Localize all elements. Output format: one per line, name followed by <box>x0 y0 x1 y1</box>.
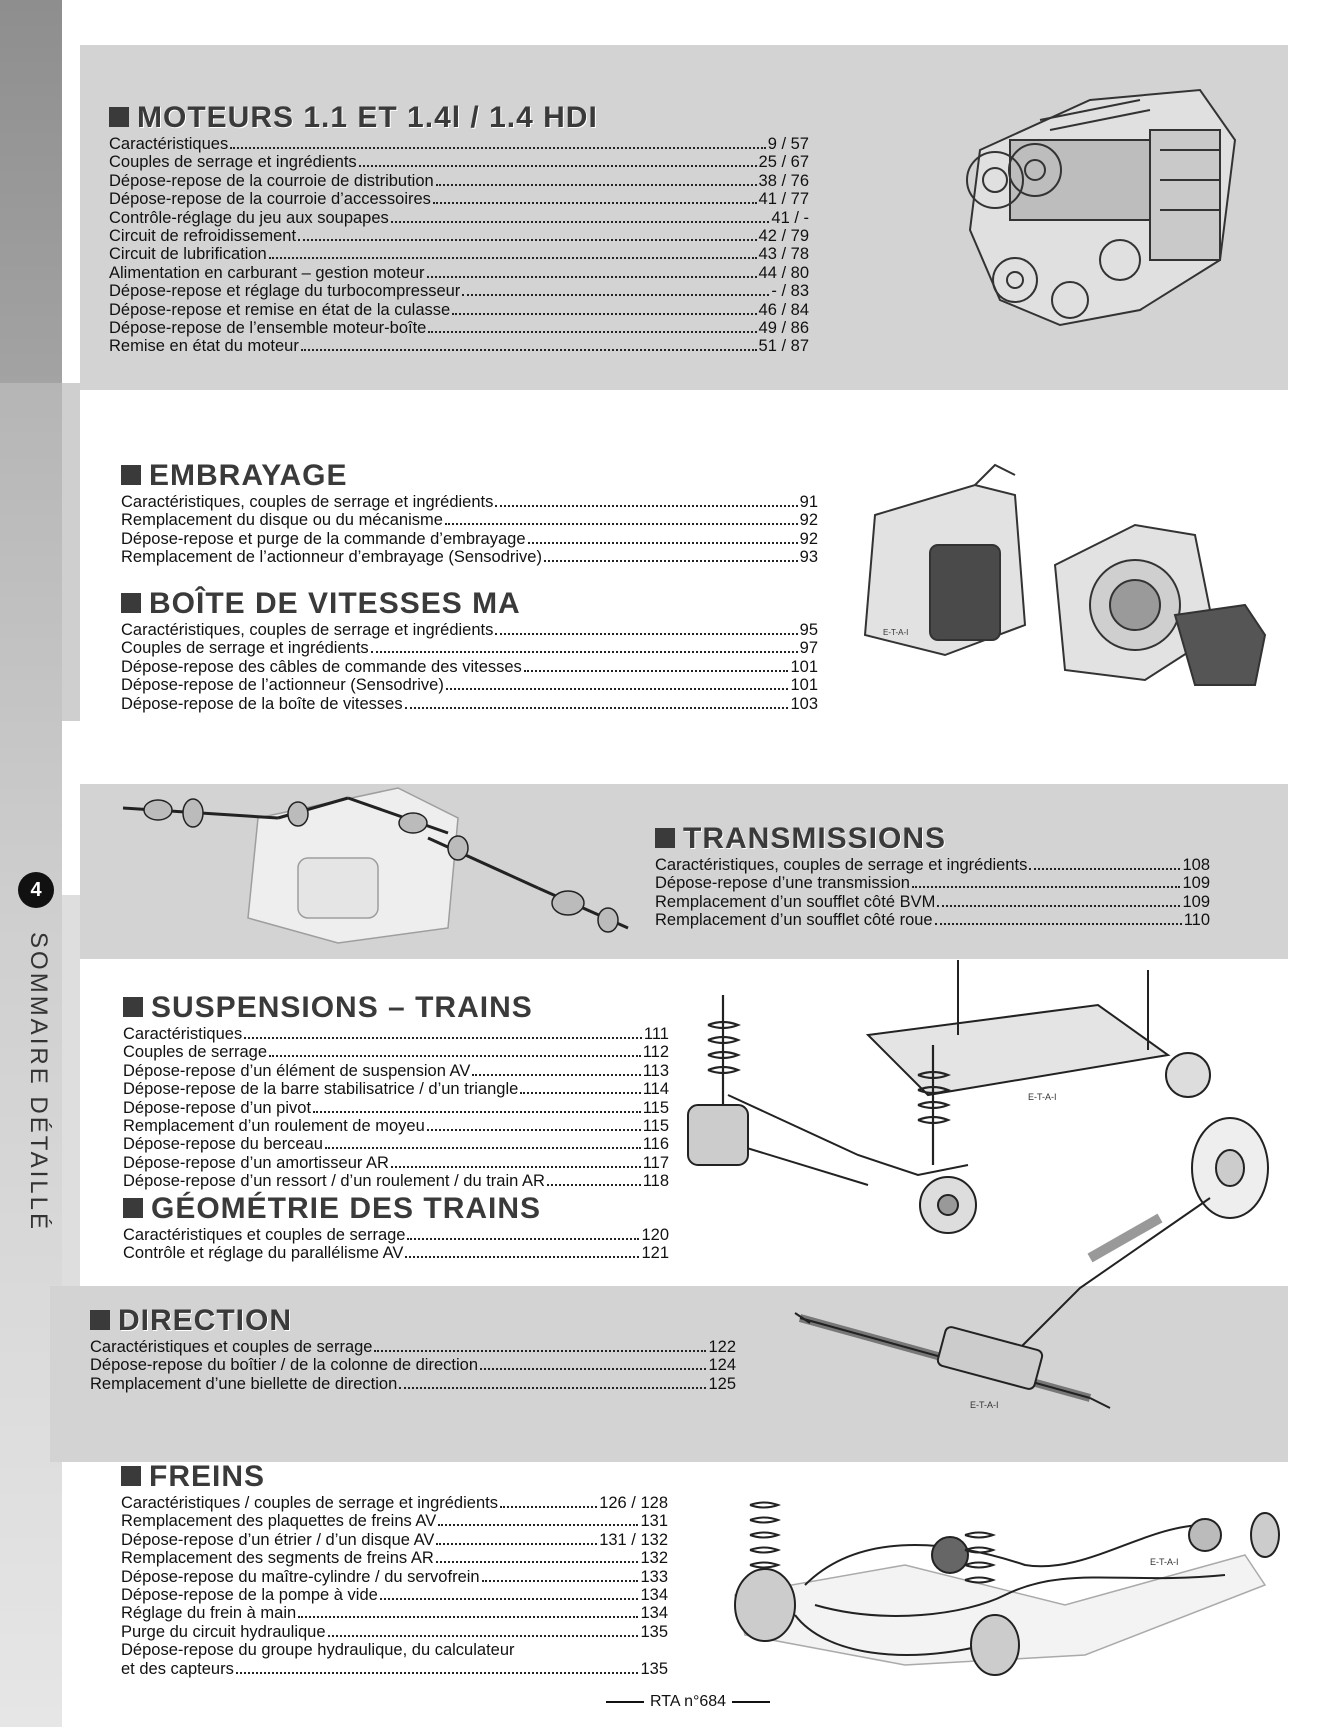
toc-entry-page: 92 <box>799 511 818 530</box>
etai-mark: E-T-A-I <box>970 1400 999 1410</box>
etai-mark: E-T-A-I <box>1028 1092 1057 1102</box>
toc-entry-label: et des capteurs <box>121 1659 234 1678</box>
toc-entry[interactable] <box>123 1025 669 1043</box>
section-title-freins: FREINS <box>121 1462 668 1492</box>
footer-label: RTA n°684 <box>650 1693 727 1710</box>
toc-entry[interactable] <box>121 621 818 639</box>
toc-entry-label: Dépose-repose et remise en état de la culasse <box>109 300 451 319</box>
toc-entry-label: Caractéristiques, couples de serrage et ingrédients <box>655 856 1028 874</box>
toc-entry-label: Caractéristiques et couples de serrage <box>123 1226 406 1244</box>
brakes-illustration <box>705 1465 1285 1685</box>
toc-entry[interactable] <box>123 1172 669 1190</box>
toc-entry-label: Caractéristiques <box>109 135 229 153</box>
toc-entry-label: Dépose-repose d’une transmission <box>655 874 910 893</box>
toc-entry-page: 101 <box>790 657 818 676</box>
dot-leader <box>428 331 756 333</box>
dot-leader <box>937 905 1180 907</box>
toc-entry-label: Dépose-repose du boîtier / de la colonne de direction <box>90 1356 478 1375</box>
dot-leader <box>359 165 757 167</box>
dot-leader <box>520 1092 640 1094</box>
toc-entry-label: Remplacement des plaquettes de freins AV <box>121 1512 437 1531</box>
section-embrayage <box>121 461 818 567</box>
toc-entry-page: 121 <box>641 1244 669 1263</box>
toc-entry[interactable] <box>109 190 809 208</box>
toc-entry-label: Caractéristiques, couples de serrage et ingrédients <box>121 621 494 639</box>
toc-entry[interactable] <box>655 874 1210 892</box>
toc-list <box>121 621 818 713</box>
toc-entry-page: 46 / 84 <box>758 300 809 319</box>
footer <box>600 1693 760 1711</box>
toc-entry[interactable] <box>655 856 1210 874</box>
toc-entry-page: 109 <box>1182 892 1210 911</box>
toc-list <box>123 1226 669 1263</box>
dot-leader <box>436 1561 639 1563</box>
square-bullet-icon <box>121 1466 141 1486</box>
toc-entry[interactable] <box>90 1356 736 1374</box>
dot-leader <box>935 923 1182 925</box>
toc-entry-label: Réglage du frein à main <box>121 1604 297 1623</box>
toc-entry[interactable] <box>121 1641 668 1659</box>
square-bullet-icon <box>90 1310 110 1330</box>
toc-list <box>121 493 818 567</box>
toc-entry-page: 93 <box>799 548 818 567</box>
toc-entry-page: 134 <box>640 1604 668 1623</box>
toc-entry-page: 115 <box>642 1098 669 1117</box>
section-geometrie <box>123 1194 669 1263</box>
toc-entry[interactable] <box>121 1604 668 1622</box>
toc-list <box>121 1494 668 1678</box>
toc-entry[interactable] <box>109 282 809 300</box>
toc-entry-label: Couples de serrage et ingrédients <box>121 639 369 658</box>
toc-entry-page: 108 <box>1182 856 1210 874</box>
toc-entry-label: Dépose-repose et réglage du turbocompresseur <box>109 282 461 301</box>
dot-leader <box>391 1166 641 1168</box>
toc-entry-label: Dépose-repose et purge de la commande d’embrayage <box>121 529 526 548</box>
toc-entry-page: 41 / - <box>771 208 809 227</box>
toc-entry-label: Circuit de lubrification <box>109 245 267 264</box>
toc-entry[interactable] <box>121 511 818 529</box>
toc-entry-page: 25 / 67 <box>758 153 809 172</box>
steering-illustration <box>790 1108 1270 1418</box>
section-title-embrayage: EMBRAYAGE <box>121 461 818 491</box>
toc-entry-label: Purge du circuit hydraulique <box>121 1622 326 1641</box>
toc-entry-label: Caractéristiques <box>123 1025 243 1043</box>
toc-entry-label: Dépose-repose de la boîte de vitesses <box>121 694 403 713</box>
toc-entry-label: Dépose-repose du berceau <box>123 1135 323 1154</box>
toc-entry-label: Dépose-repose du groupe hydraulique, du calculateur <box>121 1641 515 1660</box>
dot-leader <box>328 1635 639 1637</box>
toc-entry-page: 109 <box>1182 874 1210 893</box>
toc-entry[interactable] <box>123 1154 669 1172</box>
vertical-section-title: SOMMAIRE DÉTAILLÉ <box>25 932 52 1232</box>
toc-entry-label: Remplacement de l’actionneur d’embrayage (Sensodrive) <box>121 548 542 567</box>
toc-entry[interactable] <box>655 911 1210 929</box>
toc-entry-label: Remplacement des segments de freins AR <box>121 1549 434 1568</box>
toc-entry-page: 38 / 76 <box>758 171 809 190</box>
dot-leader <box>495 505 797 507</box>
toc-entry-page: 115 <box>642 1117 669 1136</box>
dot-leader <box>524 670 789 672</box>
toc-entry-page: 51 / 87 <box>758 337 809 356</box>
square-bullet-icon <box>123 997 143 1017</box>
toc-entry-label: Couples de serrage et ingrédients <box>109 153 357 172</box>
toc-entry[interactable] <box>121 1586 668 1604</box>
dot-leader <box>436 1543 597 1545</box>
toc-entry-label: Contrôle-réglage du jeu aux soupapes <box>109 208 389 227</box>
etai-mark: E-T-A-I <box>883 628 909 637</box>
toc-entry-page: 92 <box>799 529 818 548</box>
dot-leader <box>325 1147 641 1149</box>
toc-entry-label: Dépose-repose de la pompe à vide <box>121 1586 378 1605</box>
left-margin-band-dark <box>0 0 62 383</box>
toc-entry-page: 91 <box>799 493 818 511</box>
dot-leader <box>298 239 756 241</box>
toc-entry[interactable] <box>655 893 1210 911</box>
section-title-boite: BOÎTE DE VITESSES MA <box>121 589 818 619</box>
toc-entry[interactable] <box>109 319 809 337</box>
toc-entry-label: Caractéristiques, couples de serrage et ingrédients <box>121 493 494 511</box>
toc-entry-page: 125 <box>708 1374 736 1393</box>
toc-entry[interactable] <box>121 1660 668 1678</box>
section-title-moteurs: MOTEURS 1.1 ET 1.4l / 1.4 HDI <box>109 103 809 133</box>
toc-entry-label: Caractéristiques / couples de serrage et ingrédients <box>121 1494 498 1512</box>
square-bullet-icon <box>121 593 141 613</box>
toc-entry-label: Remplacement d’une biellette de direction <box>90 1374 398 1393</box>
dot-leader <box>236 1672 639 1674</box>
toc-entry-label: Dépose-repose d’un pivot <box>123 1098 312 1117</box>
toc-entry[interactable] <box>109 172 809 190</box>
toc-entry[interactable] <box>121 1494 668 1512</box>
toc-entry-label: Remise en état du moteur <box>109 337 299 356</box>
dot-leader <box>433 202 757 204</box>
toc-entry-label: Dépose-repose du maître-cylindre / du servofrein <box>121 1567 480 1586</box>
dot-leader <box>405 1256 639 1258</box>
toc-entry[interactable] <box>121 530 818 548</box>
toc-entry[interactable] <box>109 245 809 263</box>
dot-leader <box>438 1524 638 1526</box>
toc-entry-page: 120 <box>641 1226 669 1244</box>
dot-leader <box>269 1055 641 1057</box>
toc-entry-label: Circuit de refroidissement <box>109 227 297 246</box>
dot-leader <box>472 1074 640 1076</box>
square-bullet-icon <box>121 465 141 485</box>
toc-entry-page: 133 <box>640 1567 668 1586</box>
toc-entry-page: 41 / 77 <box>758 190 809 209</box>
toc-entry-page: 135 <box>640 1659 668 1678</box>
toc-list <box>123 1025 669 1191</box>
toc-entry-label: Caractéristiques et couples de serrage <box>90 1338 373 1356</box>
dot-leader <box>544 560 798 562</box>
toc-entry[interactable] <box>121 1623 668 1641</box>
toc-entry-label: Dépose-repose d’un ressort / d’un roulement / du train AR <box>123 1172 545 1191</box>
dot-leader <box>462 294 769 296</box>
toc-entry-label: Couples de serrage <box>123 1043 268 1062</box>
toc-entry-page: 112 <box>642 1043 669 1062</box>
toc-entry-page: 111 <box>643 1025 669 1043</box>
dot-leader <box>374 1350 706 1352</box>
toc-entry-page: 132 <box>640 1549 668 1568</box>
toc-entry-page: 118 <box>642 1172 669 1191</box>
toc-entry-page: 113 <box>642 1061 669 1080</box>
toc-entry-page: 122 <box>708 1338 736 1356</box>
toc-entry[interactable] <box>123 1080 669 1098</box>
section-title-transmissions: TRANSMISSIONS <box>655 824 1210 854</box>
engine-illustration <box>940 60 1250 370</box>
dot-leader <box>371 651 798 653</box>
toc-entry[interactable] <box>121 639 818 657</box>
section-freins <box>121 1462 668 1678</box>
dot-leader <box>445 523 798 525</box>
toc-entry-page: 126 / 128 <box>599 1494 668 1512</box>
dot-leader <box>912 886 1181 888</box>
toc-entry-label: Remplacement du disque ou du mécanisme <box>121 511 443 530</box>
toc-entry[interactable] <box>121 1512 668 1530</box>
section-direction <box>90 1306 736 1393</box>
toc-entry[interactable] <box>121 1549 668 1567</box>
toc-entry-page: 134 <box>640 1586 668 1605</box>
driveshaft-illustration <box>118 778 638 948</box>
dot-leader <box>436 184 757 186</box>
toc-entry-page: 131 <box>640 1512 668 1531</box>
dot-leader <box>301 349 757 351</box>
toc-entry-page: 97 <box>799 639 818 658</box>
dot-leader <box>298 1616 638 1618</box>
toc-list <box>655 856 1210 930</box>
toc-entry[interactable] <box>121 548 818 566</box>
toc-entry[interactable] <box>123 1226 669 1244</box>
toc-entry-label: Contrôle et réglage du parallélisme AV <box>123 1244 404 1263</box>
toc-entry-page: 131 / 132 <box>599 1530 668 1549</box>
dot-leader <box>1029 868 1180 870</box>
dot-leader <box>482 1580 639 1582</box>
toc-entry-label: Dépose-repose des câbles de commande des vitesses <box>121 657 522 676</box>
toc-entry-page: 43 / 78 <box>758 245 809 264</box>
dot-leader <box>446 688 789 690</box>
toc-entry-page: 116 <box>642 1135 669 1154</box>
dot-leader <box>269 257 757 259</box>
toc-entry-page: 114 <box>642 1080 669 1099</box>
footer-rule-right <box>732 1701 770 1703</box>
toc-entry-page: 103 <box>790 694 818 713</box>
toc-entry-label: Dépose-repose de la courroie de distribution <box>109 171 434 190</box>
dot-leader <box>399 1387 706 1389</box>
dot-leader <box>313 1111 641 1113</box>
section-moteurs <box>109 103 809 356</box>
toc-entry[interactable] <box>121 658 818 676</box>
toc-entry-page: 44 / 80 <box>758 263 809 282</box>
dot-leader <box>427 1129 641 1131</box>
toc-entry[interactable] <box>121 1568 668 1586</box>
dot-leader <box>405 707 789 709</box>
section-title-suspensions: SUSPENSIONS – TRAINS <box>123 993 669 1023</box>
toc-entry-page: 9 / 57 <box>767 135 809 153</box>
section-title-direction: DIRECTION <box>90 1306 736 1336</box>
square-bullet-icon <box>123 1198 143 1218</box>
gearbox-illustration <box>855 455 1285 695</box>
dot-leader <box>480 1368 706 1370</box>
toc-entry[interactable] <box>123 1043 669 1061</box>
toc-entry-page: 101 <box>790 676 818 695</box>
toc-entry[interactable] <box>123 1117 669 1135</box>
toc-entry[interactable] <box>109 227 809 245</box>
toc-entry[interactable] <box>109 209 809 227</box>
toc-entry[interactable] <box>121 695 818 713</box>
toc-list <box>109 135 809 356</box>
dot-leader <box>244 1037 642 1039</box>
toc-entry[interactable] <box>121 493 818 511</box>
dot-leader <box>380 1598 639 1600</box>
toc-entry-label: Dépose-repose de l’actionneur (Sensodrive) <box>121 676 444 695</box>
toc-entry-label: Remplacement d’un soufflet côté BVM <box>655 892 936 911</box>
toc-entry-label: Dépose-repose de la courroie d’accessoires <box>109 190 431 209</box>
toc-entry-page: 135 <box>640 1622 668 1641</box>
dot-leader <box>407 1238 639 1240</box>
toc-entry[interactable] <box>123 1135 669 1153</box>
toc-entry-page: 117 <box>642 1153 669 1172</box>
toc-entry-label: Alimentation en carburant – gestion moteur <box>109 263 425 282</box>
toc-entry[interactable] <box>109 135 809 153</box>
dot-leader <box>547 1184 641 1186</box>
toc-entry-page: 42 / 79 <box>758 227 809 246</box>
toc-entry-label: Dépose-repose d’un amortisseur AR <box>123 1153 389 1172</box>
toc-entry[interactable] <box>109 264 809 282</box>
footer-rule-left <box>606 1701 644 1703</box>
section-title-geometrie: GÉOMÉTRIE DES TRAINS <box>123 1194 669 1224</box>
section-boite <box>121 589 818 713</box>
toc-entry-page: 110 <box>1183 911 1210 930</box>
toc-entry-page: 49 / 86 <box>758 319 809 338</box>
section-transmissions <box>655 824 1210 930</box>
dot-leader <box>452 313 756 315</box>
toc-entry[interactable] <box>90 1338 736 1356</box>
dot-leader <box>391 221 770 223</box>
page-number-badge: 4 <box>18 872 54 908</box>
dot-leader <box>500 1506 597 1508</box>
toc-entry[interactable] <box>121 676 818 694</box>
toc-entry[interactable] <box>123 1099 669 1117</box>
toc-entry-label: Dépose-repose de l’ensemble moteur-boîte <box>109 319 427 338</box>
dot-leader <box>427 276 757 278</box>
toc-entry[interactable] <box>109 153 809 171</box>
toc-entry[interactable] <box>123 1062 669 1080</box>
toc-entry[interactable] <box>90 1375 736 1393</box>
square-bullet-icon <box>655 828 675 848</box>
toc-entry-label: Dépose-repose de la barre stabilisatrice / d’un triangle <box>123 1080 519 1099</box>
toc-entry[interactable] <box>123 1244 669 1262</box>
toc-entry-page: - / 83 <box>771 282 809 301</box>
toc-entry-label: Remplacement d’un soufflet côté roue <box>655 911 933 930</box>
etai-mark: E-T-A-I <box>1150 1557 1179 1567</box>
dot-leader <box>230 147 765 149</box>
left-margin-step <box>62 383 80 721</box>
toc-entry-page: 124 <box>708 1356 736 1375</box>
toc-entry-label: Dépose-repose d’un étrier / d’un disque AV <box>121 1530 435 1549</box>
toc-entry[interactable] <box>121 1531 668 1549</box>
section-suspensions <box>123 993 669 1191</box>
toc-list <box>90 1338 736 1393</box>
square-bullet-icon <box>109 107 129 127</box>
toc-entry-page: 95 <box>799 621 818 639</box>
dot-leader <box>495 633 797 635</box>
toc-entry-label: Dépose-repose d’un élément de suspension AV <box>123 1061 471 1080</box>
toc-entry-label: Remplacement d’un roulement de moyeu <box>123 1117 425 1136</box>
toc-entry[interactable] <box>109 337 809 355</box>
toc-entry[interactable] <box>109 301 809 319</box>
dot-leader <box>528 542 798 544</box>
